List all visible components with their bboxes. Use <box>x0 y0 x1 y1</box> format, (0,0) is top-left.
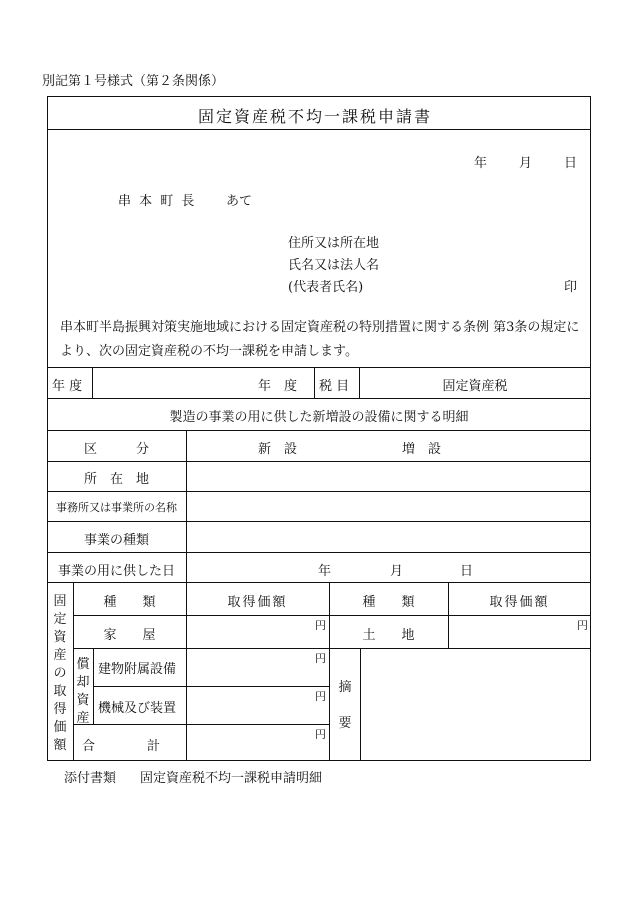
vline-label-column <box>186 430 187 582</box>
machinery-label: 機械及び装置 <box>98 701 177 716</box>
asset-price-header: 取得価額 <box>227 595 288 610</box>
asset-vertical-label: 固定資産の取得価額 <box>53 594 67 753</box>
asset-price-header-2: 取得価額 <box>489 595 550 610</box>
asset-type-header: 種 類 <box>103 595 156 610</box>
new-label: 新 設 <box>258 442 298 457</box>
seal-mark: 印 <box>564 280 578 295</box>
use-date-label: 事業の用に供した日 <box>57 564 175 579</box>
use-date-day: 日 <box>460 564 474 579</box>
addressee-name: 串 本 町 長 <box>118 194 197 209</box>
house-label: 家 屋 <box>103 628 156 643</box>
line-business-bottom <box>47 552 591 553</box>
use-date-year: 年 <box>318 564 332 579</box>
date-day: 日 <box>564 156 578 171</box>
addressee-suffix: あて <box>226 194 253 209</box>
vline-depreciable <box>93 648 94 724</box>
vline-year <box>92 367 93 398</box>
date-year: 年 <box>474 156 488 171</box>
line-machinery-bottom <box>73 724 329 725</box>
line-title-bottom <box>47 129 591 130</box>
house-yen: 円 <box>315 619 326 632</box>
machinery-yen: 円 <box>315 690 326 703</box>
building-equipment-label: 建物附属設備 <box>98 662 177 677</box>
category-label: 区 分 <box>83 442 149 457</box>
tax-item-value: 固定資産税 <box>442 379 508 394</box>
application-statement: 串本町半島振興対策実施地域における固定資産税の特別措置に関する条例 第3条の規定により、次の固定資産税の不均一課税を申請します。 <box>60 320 580 359</box>
land-yen: 円 <box>577 619 588 632</box>
remarks-label: 摘要 <box>338 680 352 731</box>
vline-remarks <box>360 648 361 761</box>
expansion-label: 増 設 <box>402 442 442 457</box>
land-label: 土 地 <box>362 628 415 643</box>
line-asset-header-bottom <box>73 615 591 616</box>
line-office-bottom <box>47 521 591 522</box>
section-title: 製造の事業の用に供した新増設の設備に関する明細 <box>169 410 469 425</box>
applicant-address-label: 住所又は所在地 <box>288 236 380 251</box>
line-date-bottom <box>47 582 591 583</box>
line-building-bottom <box>93 686 329 687</box>
use-date-month: 月 <box>390 564 404 579</box>
date-month: 月 <box>519 156 533 171</box>
form-reference: 別記第１号様式（第２条関係） <box>42 74 225 89</box>
building-equipment-yen: 円 <box>315 652 326 665</box>
location-label: 所 在 地 <box>83 472 149 487</box>
line-location-bottom <box>47 491 591 492</box>
business-type-label: 事業の種類 <box>83 533 149 548</box>
line-house-bottom <box>73 648 591 649</box>
tax-item-label: 税 目 <box>319 379 350 394</box>
total-label: 合 計 <box>82 739 161 754</box>
attachment-label: 添付書類 <box>64 771 117 786</box>
line-category-bottom <box>47 461 591 462</box>
form-title: 固定資産税不均一課税申請書 <box>197 107 432 126</box>
line-section-bottom <box>47 430 591 431</box>
line-header-bottom <box>47 367 591 368</box>
office-label: 事務所又は事業所の名称 <box>56 501 177 514</box>
line-tax-row-bottom <box>47 398 591 399</box>
applicant-rep-label: (代表者氏名) <box>288 280 364 295</box>
year-value-suffix: 年 度 <box>258 379 298 394</box>
attachment-value: 固定資産税不均一課税申請明細 <box>140 771 323 786</box>
applicant-name-label: 氏名又は法人名 <box>288 258 380 273</box>
depreciable-label: 償却資産 <box>76 657 90 726</box>
total-yen: 円 <box>315 728 326 741</box>
vline-tax-label-left <box>314 367 315 398</box>
year-label: 年 度 <box>52 379 83 394</box>
asset-type-header-2: 種 類 <box>362 595 415 610</box>
